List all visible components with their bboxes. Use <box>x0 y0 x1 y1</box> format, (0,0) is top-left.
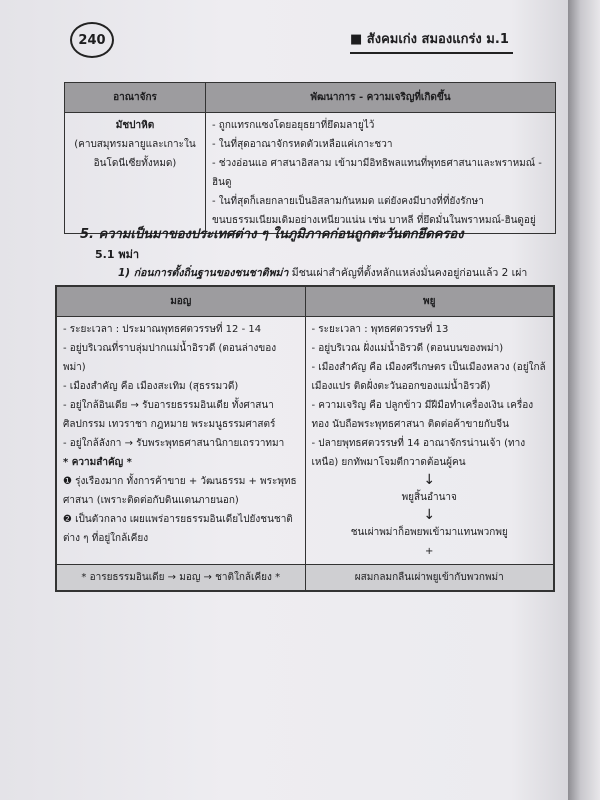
item-1-title: 1) ก่อนการตั้งถิ่นฐานของชนชาติพม่า <box>118 267 289 279</box>
header-pyu: พยู <box>305 286 554 317</box>
mon-point: ❷ เป็นตัวกลาง เผยแพร่อารยธรรมอินเดียไปยังชนชาติต่าง ๆ ที่อยู่ใกล้เคียง <box>63 514 293 544</box>
kingdom-note: (คาบสมุทรมลายูและเกาะในอินโดนีเซียทั้งหมด) <box>74 139 196 169</box>
subsection-heading: 5.1 พม่า <box>95 248 139 261</box>
item-1 <box>118 264 527 281</box>
down-arrow-icon: ↓ <box>423 507 436 523</box>
header-kingdom: อาณาจักร <box>65 83 206 113</box>
pyu-point: - เมืองสำคัญ คือ เมืองศรีเกษตร เป็นเมืองหลวง (อยู่ใกล้เมืองแปร ติดฝั่งตะวันออกของแม่น้ำอิรวดี) <box>311 362 546 392</box>
footer-left: * อารยธรรมอินเดีย → มอญ → ชาติใกล้เคียง * <box>56 565 305 592</box>
mon-point: - ระยะเวลา : ประมาณพุทธศตวรรษที่ 12 - 14 <box>63 324 262 335</box>
point: - ช่วงอ่อนแอ ศาสนาอิสลาม เข้ามามีอิทธิพลแทนที่พุทธศาสนาและพราหมณ์ - ฮินดู <box>212 158 542 188</box>
point: - ในที่สุดอาณาจักรหดตัวเหลือแค่เกาะชวา <box>212 139 393 150</box>
pyu-point: - อยู่บริเวณ ฝั่งแม่น้ำอิรวดี (ตอนบนของพม่า) <box>311 343 504 354</box>
next-page-edge <box>568 0 600 800</box>
section-heading: 5. ความเป็นมาของประเทศต่าง ๆ ในภูมิภาคก่อนถูกตะวันตกยึดครอง <box>80 227 464 242</box>
header-development: พัฒนาการ - ความเจริญที่เกิดขึ้น <box>206 83 556 113</box>
mon-point: - อยู่ใกล้อินเดีย → รับอารยธรรมอินเดีย ทั้งศาสนา ศิลปกรรม เทวราชา กฎหมาย พระมนูธรรมศาสตร์ <box>63 400 276 430</box>
mon-point: ❶ รุ่งเรืองมาก ทั้งการค้าขาย + วัฒนธรรม + พระพุทธศาสนา (เพราะติดต่อกับดินแดนภายนอก) <box>63 476 297 506</box>
pyu-cell <box>305 317 554 565</box>
mon-cell <box>56 317 305 565</box>
pyu-point: - ระยะเวลา : พุทธศตวรรษที่ 13 <box>311 324 449 335</box>
point: - ถูกแทรกแซงโดยอยุธยาที่ยึดมลายูไว้ <box>212 120 375 131</box>
running-head: ■ สังคมเก่ง สมองแกร่ง ม.1 <box>350 28 513 54</box>
pyu-point: - ปลายพุทธศตวรรษที่ 14 อาณาจักรน่านเจ้า (ทางเหนือ) ยกทัพมาโจมตีกวาดต้อนผู้คน <box>311 438 526 468</box>
kingdom-table <box>64 82 556 234</box>
header-mon: มอญ <box>56 286 305 317</box>
footer-right: ผสมกลมกลืนเผ่าพยูเข้ากับพวกพม่า <box>305 565 554 592</box>
mon-point: - เมืองสำคัญ คือ เมืองสะเทิม (สุธรรมวดี) <box>63 381 239 392</box>
development-cell <box>206 113 556 234</box>
item-1-text: มีชนเผ่าสำคัญที่ตั้งหลักแหล่งมั่นคงอยู่ก่อนแล้ว 2 เผ่า <box>291 267 528 279</box>
pyu-point: - ความเจริญ คือ ปลูกข้าว มีฝีมือทำเครื่องเงิน เครื่องทอง นับถือพระพุทธศาสนา ติดต่อค้าขายกับจีน <box>311 400 534 430</box>
burman-replace: ชนเผ่าพม่าก็อพยพเข้ามาแทนพวกพยู <box>350 527 508 538</box>
point: - ในที่สุดก็เลยกลายเป็นอิสลามกันหมด แต่ยังคงมีบางที่ที่ยังรักษาขนบธรรมเนียมเดิมอย่างเหนียวแน่น เช่น บาหลี ที่ยึดมั่นในพราหมณ์-ฮินดูอยู่ <box>212 196 536 226</box>
mon-point: - อยู่บริเวณที่ราบลุ่มปากแม่น้ำอิรวดี (ตอนล่างของพม่า) <box>63 343 277 373</box>
mon-point: * ความสำคัญ * <box>63 457 132 468</box>
down-arrow-icon: ↓ <box>423 472 436 488</box>
kingdom-name: มัชปาหิต <box>115 120 155 131</box>
pyu-decline: พยูสิ้นอำนาจ <box>401 492 457 503</box>
page-number: 240 <box>70 22 114 58</box>
kingdom-cell <box>65 113 206 234</box>
mon-point: - อยู่ใกล้ลังกา → รับพระพุทธศาสนานิกายเถรวาทมา <box>63 438 285 449</box>
mon-pyu-table <box>55 285 555 592</box>
plus-sign: + <box>425 546 434 557</box>
